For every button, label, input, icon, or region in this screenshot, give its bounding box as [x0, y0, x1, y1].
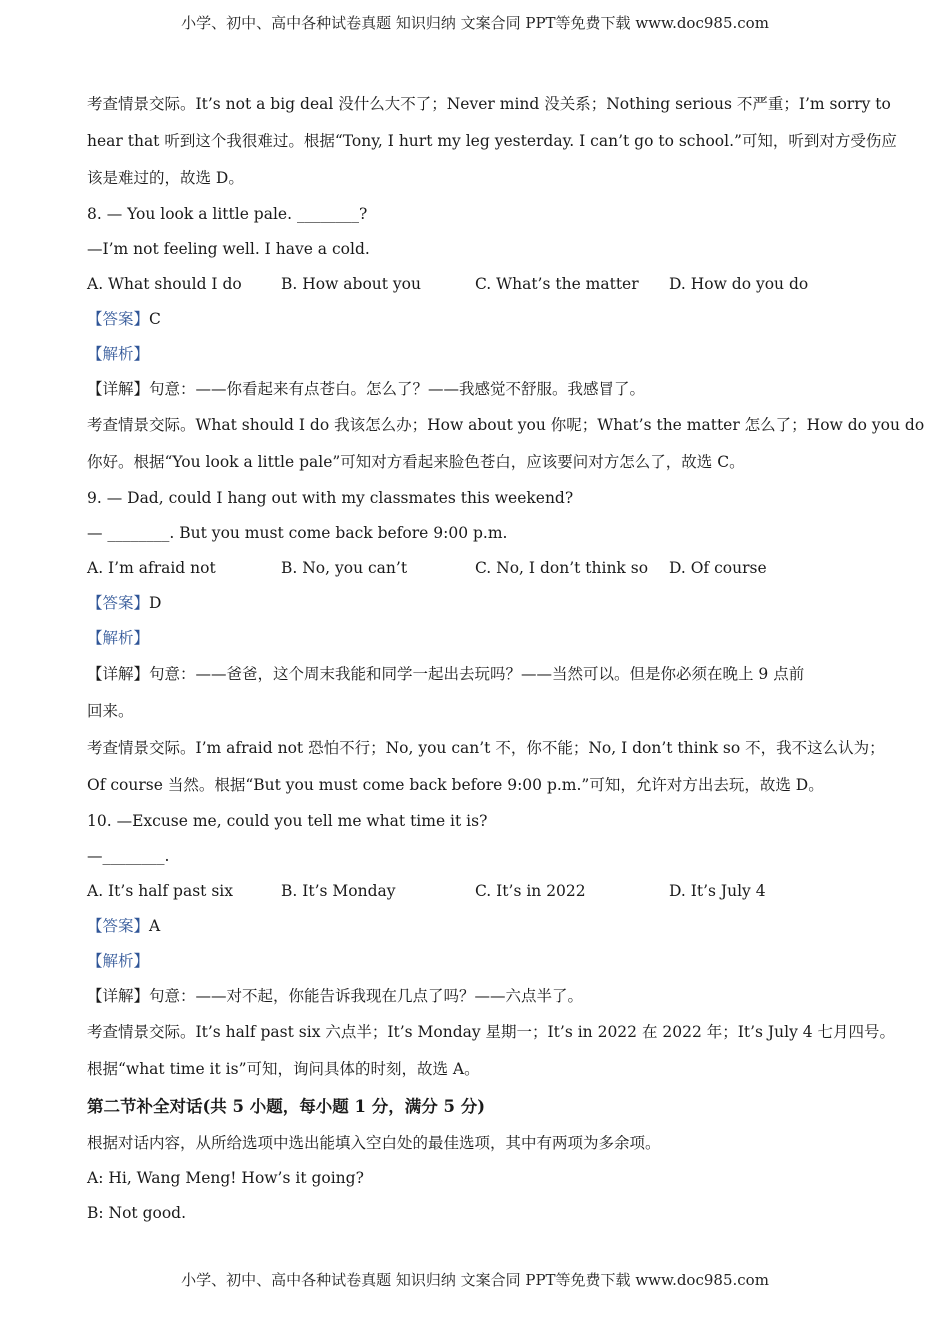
detail-line: 你好。根据“You look a little pale”可知对方看起来脸色苍白，应该要问对方怎么了，故选 C。	[87, 453, 745, 471]
page-header: 小学、初中、高中各种试卷真题 知识归纳 文案合同 PPT等免费下载 www.doc985.com	[181, 14, 769, 32]
option-a: A. I’m afraid not	[87, 559, 216, 577]
option-d: D. It’s July 4	[669, 882, 766, 900]
analysis-label: 【解析】	[87, 345, 150, 363]
question-8	[87, 197, 925, 481]
detail-line: 根据“what time it is”可知，询问具体的时刻，故选 A。	[87, 1060, 480, 1078]
option-c: C. What’s the matter	[475, 275, 639, 293]
detail-line: 【详解】句意：——对不起，你能告诉我现在几点了吗？——六点半了。	[87, 987, 584, 1005]
dialogue-line: B: Not good.	[87, 1204, 187, 1222]
detail-line: 回来。	[87, 702, 134, 720]
option-d: D. Of course	[669, 559, 767, 577]
answer-line	[87, 909, 877, 944]
question-stem: 10. —Excuse me, could you tell me what time it is?	[87, 812, 488, 830]
question-9	[87, 481, 885, 804]
options-row	[87, 874, 877, 909]
answer-value: D	[149, 594, 162, 612]
detail-line: 考查情景交际。I’m afraid not 恐怕不行；No, you can’t 不，你不能；No, I don’t think so 不，我不这么认为；	[87, 739, 885, 757]
option-c: C. It’s in 2022	[475, 882, 586, 900]
question-stem: 9. — Dad, could I hang out with my classmates this weekend?	[87, 489, 574, 507]
detail-line: 【详解】句意：——你看起来有点苍白。怎么了？——我感觉不舒服。我感冒了。	[87, 380, 646, 398]
option-b: B. How about you	[281, 275, 421, 293]
options-row	[87, 551, 877, 586]
answer-value: C	[149, 310, 161, 328]
question-10	[87, 804, 896, 1088]
question-stem: — ________. But you must come back before 9:00 p.m.	[87, 524, 508, 542]
option-c: C. No, I don’t think so	[475, 559, 649, 577]
detail-line: 【详解】句意：——爸爸，这个周末我能和同学一起出去玩吗？——当然可以。但是你必须在晚上 9 点前	[87, 665, 805, 683]
intro-line: hear that 听到这个我很难过。根据“Tony, I hurt my leg yesterday. I can’t go to school.”可知，听到对方受伤应	[87, 132, 897, 150]
dialogue-line: A: Hi, Wang Meng! How’s it going?	[87, 1169, 364, 1187]
intro-line: 考查情景交际。It’s not a big deal 没什么大不了；Never mind 没关系；Nothing serious 不严重；I’m sorry to	[87, 95, 891, 113]
question-stem: 8. — You look a little pale. ________?	[87, 205, 368, 223]
detail-line: 考查情景交际。What should I do 我该怎么办；How about you 你呢；What’s the matter 怎么了；How do you do	[87, 416, 925, 434]
option-d: D. How do you do	[669, 275, 809, 293]
option-b: B. No, you can’t	[281, 559, 408, 577]
document-body	[87, 86, 925, 1231]
section-instructions: 根据对话内容，从所给选项中选出能填入空白处的最佳选项，其中有两项为多余项。	[87, 1134, 661, 1152]
option-b: B. It’s Monday	[281, 882, 396, 900]
answer-label: 【答案】	[87, 310, 150, 328]
answer-line	[87, 302, 877, 337]
answer-value: A	[149, 917, 161, 935]
option-a: A. It’s half past six	[87, 882, 233, 900]
section-two	[87, 1088, 877, 1231]
option-a: A. What should I do	[87, 275, 242, 293]
question-stem: —I’m not feeling well. I have a cold.	[87, 240, 370, 258]
answer-label: 【答案】	[87, 917, 150, 935]
section-title: 第二节补全对话(共 5 小题，每小题 1 分，满分 5 分)	[87, 1097, 486, 1116]
analysis-label: 【解析】	[87, 952, 150, 970]
page-footer: 小学、初中、高中各种试卷真题 知识归纳 文案合同 PPT等免费下载 www.doc985.com	[181, 1271, 769, 1289]
options-row	[87, 267, 877, 302]
answer-line	[87, 586, 877, 621]
analysis-label: 【解析】	[87, 629, 150, 647]
detail-line: 考查情景交际。It’s half past six 六点半；It’s Monday 星期一；It’s in 2022 在 2022 年；It’s July 4 七月四号。	[87, 1023, 896, 1041]
intro-line: 该是难过的，故选 D。	[87, 169, 244, 187]
question-stem: —________.	[87, 847, 170, 865]
detail-line: Of course 当然。根据“But you must come back before 9:00 p.m.”可知，允许对方出去玩，故选 D。	[87, 776, 824, 794]
answer-label: 【答案】	[87, 594, 150, 612]
